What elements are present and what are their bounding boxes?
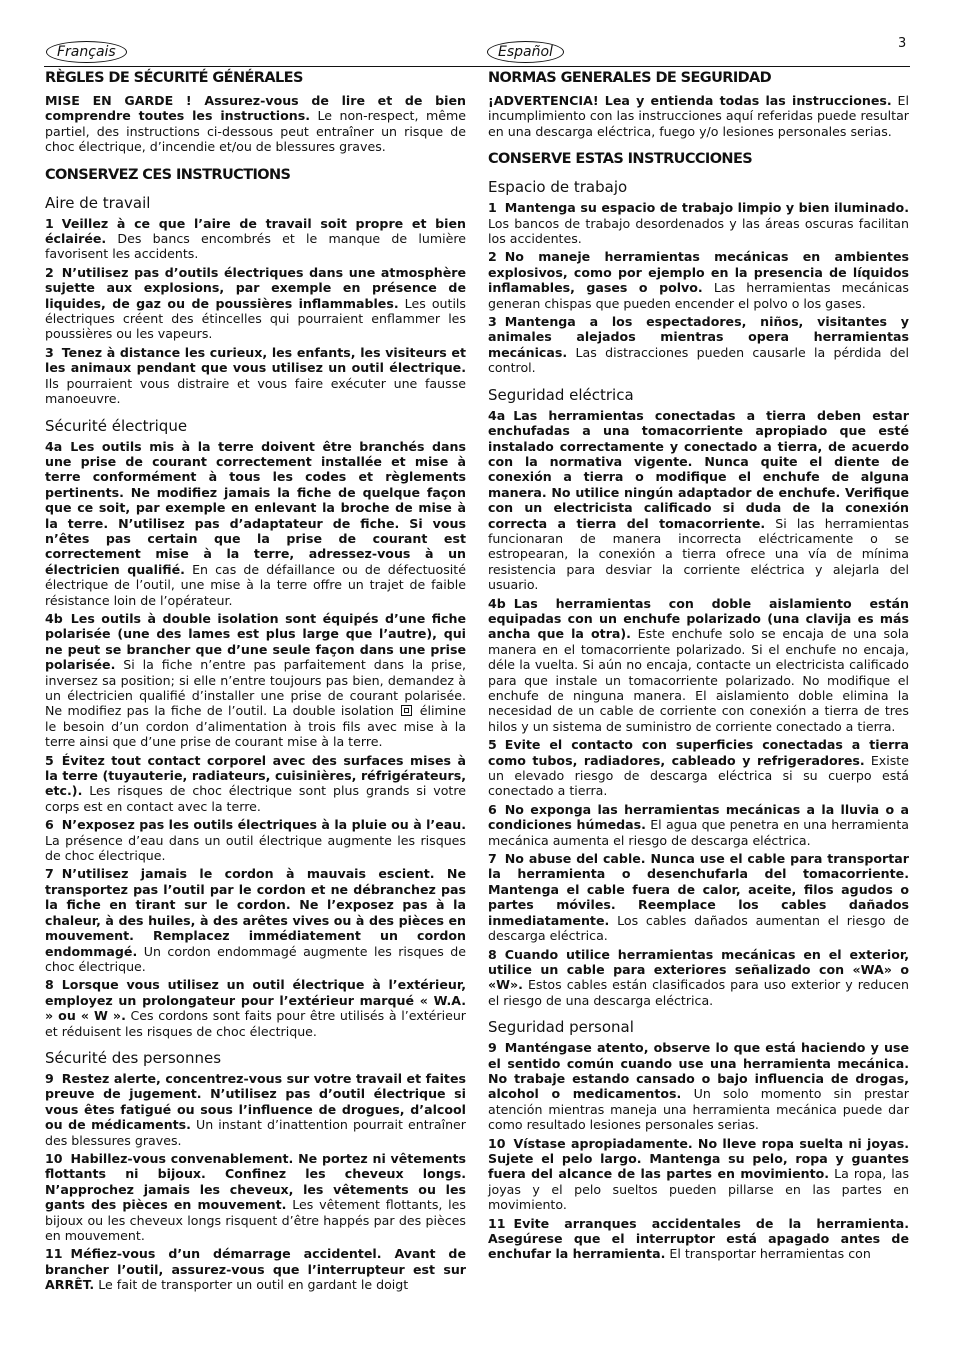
item-text: élimine le besoin d’un cordon d’alimentation à trois fils avec mise à la terre ainsi que d’une prise de courant mise à la terre.: [45, 703, 466, 750]
item-bold: Evite arranques accidentales de la herramienta. Asegúrese que el interruptor está apagado antes de enchufar la herramienta.: [488, 1215, 909, 1262]
item-number: 9: [45, 1070, 54, 1086]
item-number: 10: [45, 1150, 63, 1166]
rule-item: [488, 596, 909, 735]
item-text: Las herramientas mecánicas generan chispas que pueden encender el polvo o los gases.: [488, 280, 909, 311]
warning-paragraph: [45, 93, 466, 155]
rule-item: [488, 851, 909, 943]
item-number: 7: [488, 851, 497, 867]
item-number: 7: [45, 866, 54, 882]
item-text: Les risques de choc électrique sont plus grands si votre corps est en contact avec la terre.: [45, 783, 466, 814]
item-number: 11: [45, 1246, 63, 1262]
language-tag-spanish: Español: [487, 41, 564, 63]
item-number: 10: [488, 1135, 506, 1151]
item-number: 2: [45, 264, 54, 280]
item-text: Ces cordons sont faits pour être utilisés à l’extérieur et réduisent les risques de choc électrique.: [45, 1008, 466, 1039]
item-text: Las distracciones pueden causarle la pérdida del control.: [488, 344, 909, 376]
item-text: Si las herramientas funcionaran de manera incorrecta eléctricamente o se estropearan, la conexión a tierra ofrece una vía de mínima resistencia para desviar la corriente eléctrica y alejarla del usuario.: [488, 515, 909, 593]
rule-item: [488, 737, 909, 799]
subheading-work-area: Espacio de trabajo: [488, 178, 628, 197]
item-number: 2: [488, 249, 497, 265]
item-text: Los cables dañados aumentan el riesgo de descarga eléctrica.: [488, 912, 909, 944]
item-text: En cas de défaillance ou de défectuosité électrique de l’outil, une mise à la terre offre un trajet de faible résistance loin de l’opérateur.: [45, 561, 466, 608]
warning-bold: MISE EN GARDE ! Assurez-vous de lire et de bien comprendre toutes les instructions.: [45, 93, 466, 124]
item-bold: Tenez à distance les curieux, les enfants, les visiteurs et les animaux pendant que vous utilisez un outil électrique.: [45, 344, 466, 376]
item-text: El agua que penetra en una herramienta mecánica aumenta el riesgo de descarga eléctrica.: [488, 817, 910, 848]
rule-item: [488, 200, 909, 246]
rule-item: [45, 611, 466, 750]
item-bold: Mantenga su espacio de trabajo limpio y bien iluminado.: [504, 200, 909, 216]
item-bold: Évitez tout contact corporel avec des surfaces mises à la terre (tuyauterie, radiateurs, cuisinières, réfrigérateurs, etc.).: [45, 752, 466, 799]
item-text: Ils pourraient vous distraire et vous faire exécuter une fausse manoeuvre.: [45, 375, 466, 407]
rule-item: [45, 216, 466, 262]
subheading-personal-safety: Seguridad personal: [488, 1018, 634, 1037]
warning-bold: ¡ADVERTENCIA! Lea y entienda todas las instrucciones.: [488, 93, 892, 108]
item-number: 6: [488, 801, 497, 817]
section-heading: NORMAS GENERALES DE SEGURIDAD: [488, 70, 772, 86]
warning-paragraph: [488, 93, 909, 139]
item-number: 8: [45, 977, 54, 993]
spanish-column: [488, 70, 909, 1265]
item-text: Un instant d’inattention pourrait entraîner des blessures graves.: [45, 1117, 466, 1148]
item-bold: No maneje herramientas mecánicas en ambientes explosivos, como por ejemplo en la presencia de líquidos inflamables, gases o polvo.: [488, 249, 909, 296]
rule-item: [45, 866, 466, 974]
item-bold: Veillez à ce que l’aire de travail soit propre et bien éclairée.: [45, 215, 466, 247]
rule-item: [45, 1246, 466, 1292]
rule-item: [488, 947, 909, 1009]
item-text: Un solo momento sin prestar atención mientras maneja una herramienta mecánica puede dar como resultado lesiones personales serias.: [488, 1086, 909, 1133]
item-text: Les outils électriques créent des étincelles qui pourraient enflammer les poussières ou les vapeurs.: [45, 295, 466, 342]
item-bold: N’utilisez jamais le cordon à mauvais escient. Ne transportez pas l’outil par le cordon et ne débranchez pas la fiche en tirant sur le cordon. Ne l’exposez pas à la chaleur, à des huiles, à des arêtes vives ou à des pièces en mouvement. Remplacez immédiatement un cordon endommagé.: [45, 866, 466, 959]
rule-item: [488, 1040, 909, 1132]
rule-item: [45, 753, 466, 815]
page-number: 3: [898, 36, 907, 51]
item-number: 9: [488, 1040, 497, 1056]
item-bold: No exponga las herramientas mecánicas a la lluvia o a condiciones húmedas.: [488, 801, 909, 833]
item-bold: Manténgase atento, observe lo que está haciendo y use el sentido común cuando use una herramienta mecánica. No trabaje estando cansado o bajo influencia de drogas, alcohol o medicamentos.: [488, 1040, 909, 1102]
subheading-electrical-safety: Sécurité électrique: [45, 416, 188, 435]
warning-text: El incumplimiento con las instrucciones aquí referidas puede resultar en una descarga eléctrica, fuego y/o lesiones personales serias.: [488, 93, 909, 139]
header-rule: [44, 66, 910, 67]
rule-item: [488, 1136, 909, 1213]
rule-item: [45, 345, 466, 407]
item-text: Des bancs encombrés et le manque de lumière favorisent les accidents.: [45, 231, 466, 262]
rule-item: [45, 1071, 466, 1148]
rule-item: [45, 265, 466, 342]
section-heading: RÈGLES DE SÉCURITÉ GÉNÉRALES: [45, 70, 303, 86]
item-number: 4b: [45, 610, 63, 626]
rule-item: [45, 439, 466, 608]
item-bold: Méfiez-vous d’un démarrage accidentel. Avant de brancher l’outil, assurez-vous que l’interrupteur est sur ARRÊT.: [45, 1246, 466, 1293]
item-number: 4a: [488, 407, 506, 423]
item-bold: N’utilisez pas d’outils électriques dans une atmosphère sujette aux explosions, par exemple en présence de liquides, de gaz ou de poussières inflammables.: [45, 264, 466, 311]
item-text: Los bancos de trabajo desordenados y las áreas oscuras facilitan los accidentes.: [488, 215, 909, 247]
rule-item: [45, 977, 466, 1039]
subheading-work-area: Aire de travail: [45, 193, 151, 212]
warning-text: Le non-respect, même partiel, des instructions ci-dessous peut entraîner un risque de choc électrique, d’incendie et/ou de blessures graves.: [45, 108, 466, 155]
item-text: Les vêtement flottants, les bijoux ou les cheveux longs risquent d’être happés par des pièces en mouvement.: [45, 1197, 466, 1243]
item-bold: N’exposez pas les outils électriques à la pluie ou à l’eau.: [61, 817, 466, 833]
item-bold: Las herramientas con doble aislamiento están equipadas con un enchufe polarizado (una clavija es más ancha que la otra).: [488, 595, 909, 642]
item-bold: Habillez-vous convenablement. Ne portez ni vêtements flottants ni bijoux. Confinez les cheveux longs. N’approchez jamais les cheveux, les vêtements ou les gants des pièces en mouvement.: [45, 1150, 466, 1213]
item-bold: Evite el contacto con superficies conectadas a tierra como tubos, radiadores, cableado y refrigeradores.: [488, 737, 909, 768]
double-insulation-icon: [401, 705, 412, 716]
item-text: Un cordon endommagé augmente les risques de choc électrique.: [45, 943, 466, 974]
rule-item: [45, 817, 466, 863]
item-number: 3: [488, 314, 497, 330]
item-text: Este enchufe solo se encaja de una sola manera en el tomacorriente polarizado. Si el enchufe no encaja, déle la vuelta. Si aún no encaja, contacte un electricista calificado para que instale un tomacorriente polarizado. No modifique el enchufe de ninguna manera. El aislamiento doble elimina la necesidad de un cable de corriente con conexión a tierra de tres hilos y un sistema de suministro de corriente conectado a tierra.: [488, 626, 909, 734]
item-bold: Las herramientas conectadas a tierra deben estar enchufadas a una tomacorriente apropiado que esté instalado correctamente y conectado a tierra, de acuerdo con la normativa vigente. Nunca quite el diente de conexión a tierra o modifique el enchufe de alguna manera. No utilice ningún adaptador de enchufe. Verifique con un electricista calificado si duda de la conexión correcta a tierra del tomacorriente.: [488, 407, 909, 531]
item-number: 1: [488, 200, 497, 216]
rule-item: [488, 1216, 909, 1262]
rule-item: [488, 408, 909, 593]
language-tag-french: Français: [46, 41, 127, 63]
subheading-electrical-safety: Seguridad eléctrica: [488, 385, 634, 404]
item-bold: Lorsque vous utilisez un outil électrique à l’extérieur, employez un prolongateur pour l’extérieur marqué « W.A. » ou « W ».: [45, 977, 466, 1024]
item-number: 4a: [45, 438, 63, 454]
item-text: El transportar herramientas con: [665, 1246, 871, 1262]
item-text: Le fait de transporter un outil en gardant le doigt: [94, 1277, 409, 1293]
item-text: Si la fiche n’entre pas parfaitement dans la prise, inversez sa position; si elle n’entre toujours pas bien, demandez à un électricien qualifié d’installer une prise de courant polarisée. Ne modifiez pas la fiche de l’outil. La double isolation: [45, 657, 466, 719]
item-bold: Les outils mis à la terre doivent être branchés dans une prise de courant correctement installée et mise à terre conformément à tous les codes et règlements pertinents. Ne modifiez jamais la fiche de quelque façon que ce soit, par exemple en enlevant la broche de mise à la terre. N’utilisez pas d’adaptateur de fiche. Si vous n’êtes pas certain que la prise de courant est correctement mise à la terre, adressez-vous à un électricien qualifié.: [45, 438, 466, 577]
rule-item: [488, 249, 909, 311]
item-bold: Restez alerte, concentrez-vous sur votre travail et faites preuve de jugement. N’utilisez pas d’outil électrique si vous êtes fatigué ou sous l’influence de drogues, d’alcool ou de médicaments.: [45, 1070, 466, 1133]
item-text: Existe un elevado riesgo de descarga eléctrica si su cuerpo está conectado a tierra.: [488, 752, 909, 799]
item-text: La présence d’eau dans un outil électrique augmente les risques de choc électrique.: [45, 832, 466, 864]
french-column: [45, 70, 466, 1296]
item-bold: Cuando utilice herramientas mecánicas en el exterior, utilice un cable para exteriores señalizado con «WA» o «W».: [488, 946, 909, 993]
item-text: La ropa, las joyas y el pelo sueltos pueden pillarse en las partes en movimiento.: [488, 1166, 910, 1213]
item-number: 5: [488, 737, 497, 753]
subheading-personal-safety: Sécurité des personnes: [45, 1048, 222, 1067]
item-number: 1: [45, 215, 54, 231]
item-text: Estos cables están clasificados para uso exterior y reducen el riesgo de una descarga eléctrica.: [488, 977, 909, 1008]
rule-item: [488, 802, 909, 848]
item-number: 11: [488, 1215, 506, 1231]
rule-item: [45, 1151, 466, 1243]
item-number: 8: [488, 946, 497, 962]
item-number: 5: [45, 752, 54, 768]
item-number: 3: [45, 344, 54, 360]
conserve-heading: CONSERVEZ CES INSTRUCTIONS: [45, 166, 291, 183]
item-number: 6: [45, 817, 54, 833]
item-bold: Les outils à double isolation sont équipés d’une fiche polarisée (une des lames est plus large que l’autre), qui ne peut se brancher que d’une seule façon dans une prise polarisée.: [45, 610, 466, 673]
item-number: 4b: [488, 595, 506, 611]
conserve-heading: CONSERVE ESTAS INSTRUCCIONES: [488, 151, 753, 168]
item-bold: Mantenga a los espectadores, niños, visitantes y animales alejados mientras opera herramientas mecánicas.: [488, 314, 909, 360]
item-bold: No abuse del cable. Nunca use el cable para transportar la herramienta o desenchufarla del tomacorriente. Mantenga el cable fuera de calor, aceite, filos agudos o partes móviles. Reemplace los cables dañados inmediatamente.: [488, 851, 909, 928]
rule-item: [488, 314, 909, 376]
item-bold: Vístase apropiadamente. No lleve ropa suelta ni joyas. Sujete el pelo largo. Mantenga su pelo, ropa y guantes fuera del alcance de las partes en movimiento.: [488, 1135, 909, 1182]
